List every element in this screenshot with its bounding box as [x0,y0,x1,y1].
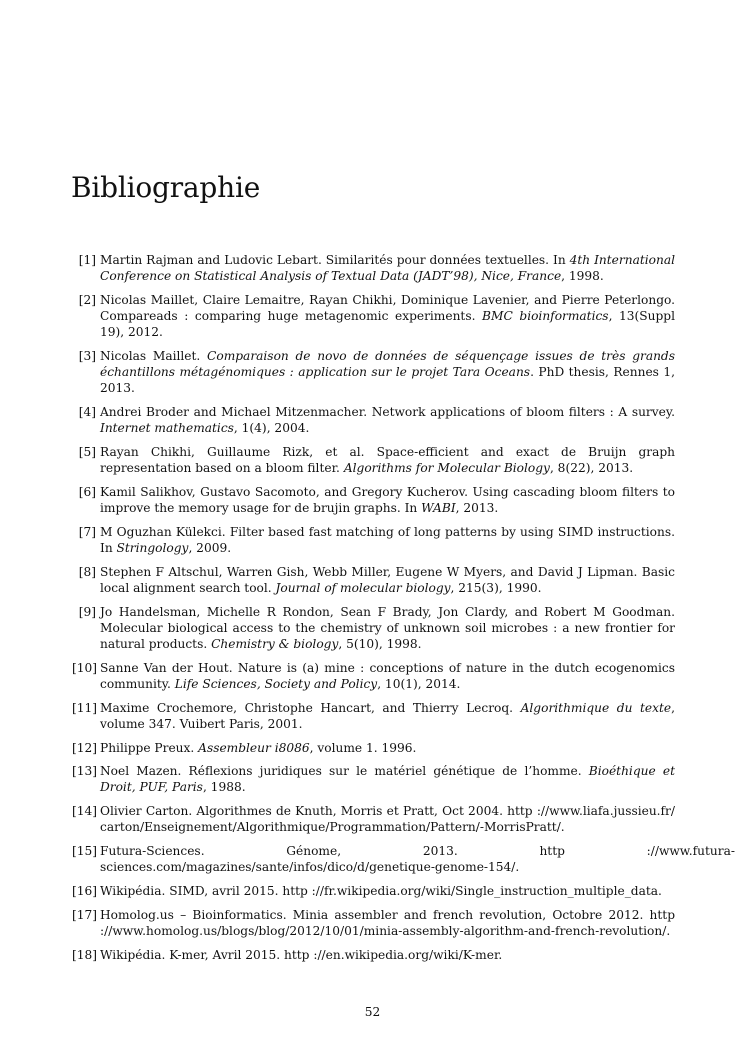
reference-number: [13] [72,764,98,779]
reference-number: [12] [72,740,98,755]
page-number: 52 [364,1005,381,1019]
reference-item: [6] Kamil Salikhov, Gustavo Sacomoto, and Gregory Kucherov. Using cascading bloom filters to improve the memory usage for de brujin graphs. In WABI, 2013. [72,484,675,516]
reference-number: [6] [78,484,96,499]
reference-item: [3] Nicolas Maillet. Comparaison de novo de données de séquençage issues de très grands échantillons métagénomiques : application sur le projet Tara Oceans. PhD thesis, Rennes 1, 2013. [72,348,675,397]
reference-number: [16] [72,884,98,898]
reference-number: [7] [78,524,96,539]
reference-item: [17] Homolog.us – Bioinformatics. Minia assembler and french revolution, Octobre 2012. http ://www.homolog.us/blogs/blog/2012/10/01/minia-assembly-algorithm-and-french-revolution/. [72,907,675,938]
reference-item: [2] Nicolas Maillet, Claire Lemaitre, Rayan Chikhi, Dominique Lavenier, and Pierre Peterlongo. Compareads : comparing huge metagenomic experiments. BMC bioinformatics, 13(Suppl 19), 2012. [72,292,675,341]
reference-number: [11] [72,700,98,715]
reference-number: [5] [78,445,96,460]
reference-item: [9] Jo Handelsman, Michelle R Rondon, Sean F Brady, Jon Clardy, and Robert M Goodman. Molecular biological access to the chemistry of unknown soil microbes : a new frontier for natural products. Chemistry & biology, 5(10), 1998. [72,604,675,653]
reference-number: [9] [78,604,96,619]
reference-item: [8] Stephen F Altschul, Warren Gish, Webb Miller, Eugene W Myers, and David J Lipman. Basic local alignment search tool. Journal of molecular biology, 215(3), 1990. [72,564,675,596]
reference-item: [7] M Oguzhan Külekci. Filter based fast matching of long patterns by using SIMD instructions. In Stringology, 2009. [72,524,675,556]
reference-item: [1] Martin Rajman and Ludovic Lebart. Similarités pour données textuelles. In 4th International Conference on Statistical Analysis of Textual Data (JADT’98), Nice, France, 1998. [72,252,675,284]
reference-number: [18] [72,947,98,962]
reference-number: [8] [78,564,96,579]
reference-number: [3] [78,349,96,364]
reference-number: [15] [72,844,98,859]
reference-number: [2] [78,292,96,307]
reference-item: [18] Wikipédia. K-mer, Avril 2015. http ://en.wikipedia.org/wiki/K-mer. [72,947,503,962]
reference-number: [17] [72,907,98,922]
reference-item: [5] Rayan Chikhi, Guillaume Rizk, et al. Space-efficient and exact de Bruijn graph representation based on a bloom filter. Algorithms for Molecular Biology, 8(22), 2013. [72,444,675,476]
page-title: Bibliographie [71,171,261,204]
reference-item: [13] Noel Mazen. Réflexions juridiques sur le matériel génétique de l’homme. Bioéthique et Droit, PUF, Paris, 1988. [72,764,675,795]
reference-item: [4] Andrei Broder and Michael Mitzenmacher. Network applications of bloom filters : A survey. Internet mathematics, 1(4), 2004. [72,404,675,436]
reference-item: [16] Wikipédia. SIMD, avril 2015. http ://fr.wikipedia.org/wiki/Single_instruction_multiple_data. [72,884,662,898]
reference-item: [14] Olivier Carton. Algorithmes de Knuth, Morris et Pratt, Oct 2004. http ://www.liafa.jussieu.fr/ carton/Enseignement/Algorithmique/Programmation/Pattern/-MorrisPratt/. [72,804,675,835]
reference-number: [4] [78,405,96,420]
bibliography-list [72,252,735,970]
reference-item: [15] Futura-Sciences. Génome, 2013. http ://www.futura-sciences.com/magazines/sante/infos/dico/d/genetique-genome-154/. [72,844,735,875]
reference-number: [10] [72,660,98,675]
reference-number: [14] [72,804,98,819]
reference-item: [12] Philippe Preux. Assembleur i8086, volume 1. 1996. [72,740,417,755]
reference-item: [11] Maxime Crochemore, Christophe Hancart, and Thierry Lecroq. Algorithmique du texte, volume 347. Vuibert Paris, 2001. [72,700,675,731]
reference-number: [1] [78,253,96,267]
reference-item: [10] Sanne Van der Hout. Nature is (a) mine : conceptions of nature in the dutch ecogenomics community. Life Sciences, Society and Policy, 10(1), 2014. [72,660,675,691]
